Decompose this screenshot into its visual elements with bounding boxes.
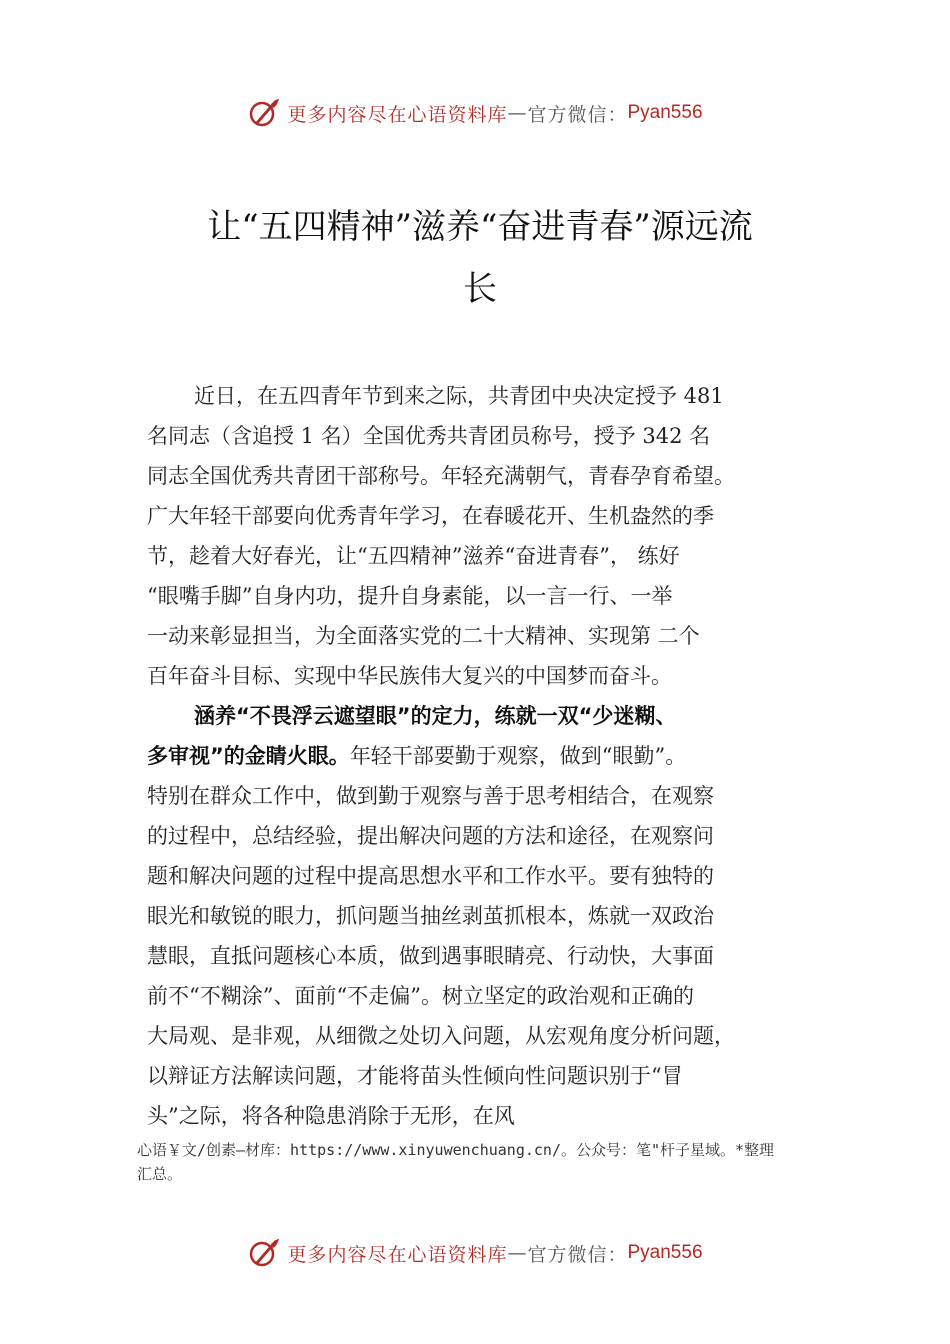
- footer-watermark: [0, 1236, 950, 1270]
- paragraph-2-line: [147, 736, 839, 776]
- document-body: [147, 376, 839, 1136]
- paragraph-2-line: 眼光和敏锐的眼力，抓问题当抽丝剥茧抓根本，炼就一双政治: [147, 904, 714, 928]
- watermark-wechat-id: Pyan556: [627, 1242, 703, 1263]
- quill-logo-icon: [247, 96, 281, 130]
- header-watermark: [0, 96, 950, 130]
- document-title: [120, 196, 840, 320]
- watermark-text: 更多内容尽在心语资料库: [287, 103, 508, 126]
- footnote-line-1: 心语￥文/创素—材库：https://www.xinyuwenchuang.cn/。公众号：笔"杆子星域。*整理: [137, 1141, 775, 1159]
- paragraph-2-heading-end: 多审视”的金睛火眼。: [147, 744, 350, 768]
- watermark-wechat-label: 官方微信：: [527, 103, 628, 126]
- watermark-wechat-label: 官方微信：: [527, 1243, 628, 1266]
- paragraph-1-line: 广大年轻干部要向优秀青年学习，在春暖花开、生机盎然的季: [147, 504, 714, 528]
- paragraph-2-line: 以辩证方法解读问题，才能将苗头性倾向性问题识别于“冒: [147, 1064, 683, 1088]
- paragraph-1-line: “眼嘴手脚”自身内功，提升自身素能，以一言一行、一举: [147, 584, 673, 608]
- paragraph-2-text: 年轻干部要勤于观察，做到“眼勤”。: [349, 744, 687, 768]
- paragraph-2-line: 特别在群众工作中，做到勤于观察与善于思考相结合，在观察: [147, 784, 714, 808]
- paragraph-1-line: 节，趁着大好春光，让“五四精神”滋养“奋进青春”， 练好: [147, 544, 680, 568]
- watermark-dash: —: [507, 1242, 528, 1264]
- watermark-wechat-id: Pyan556: [627, 102, 703, 123]
- title-line-1: 让“五四精神”滋养“奋进青春”源远流: [207, 207, 753, 247]
- quill-logo-icon: [247, 1236, 281, 1270]
- paragraph-1-line: 近日，在五四青年节到来之际，共青团中央决定授予 481: [194, 384, 724, 408]
- paragraph-1-line: 一动来彰显担当，为全面落实党的二十大精神、实现第 二个: [147, 624, 700, 648]
- watermark-text: 更多内容尽在心语资料库: [287, 1243, 508, 1266]
- paragraph-1-line: 百年奋斗目标、实现中华民族伟大复兴的中国梦而奋斗。: [147, 664, 672, 688]
- paragraph-2-heading: 涵养“不畏浮云遮望眼”的定力，练就一双“少迷糊、: [194, 704, 677, 728]
- source-footnote: [137, 1138, 837, 1186]
- paragraph-1-line: 同志全国优秀共青团干部称号。年轻充满朝气，青春孕育希望。: [147, 464, 735, 488]
- paragraph-2-line: 头”之际，将各种隐患消除于无形，在风: [147, 1104, 515, 1128]
- paragraph-2-line: 慧眼，直抵问题核心本质，做到遇事眼睛亮、行动快，大事面: [147, 944, 714, 968]
- watermark-dash: —: [507, 102, 528, 124]
- footnote-line-2: 汇总。: [137, 1165, 183, 1183]
- paragraph-2-line: 的过程中，总结经验，提出解决问题的方法和途径，在观察问: [147, 824, 714, 848]
- title-line-2: 长: [463, 269, 497, 309]
- paragraph-2-line: 大局观、是非观，从细微之处切入问题，从宏观角度分析问题，: [147, 1024, 735, 1048]
- paragraph-1-line: 名同志（含追授 1 名）全国优秀共青团员称号，授予 342 名: [147, 424, 711, 448]
- paragraph-2-line: 题和解决问题的过程中提高思想水平和工作水平。要有独特的: [147, 864, 714, 888]
- paragraph-2-line: 前不“不糊涂”、面前“不走偏”。树立坚定的政治观和正确的: [147, 984, 694, 1008]
